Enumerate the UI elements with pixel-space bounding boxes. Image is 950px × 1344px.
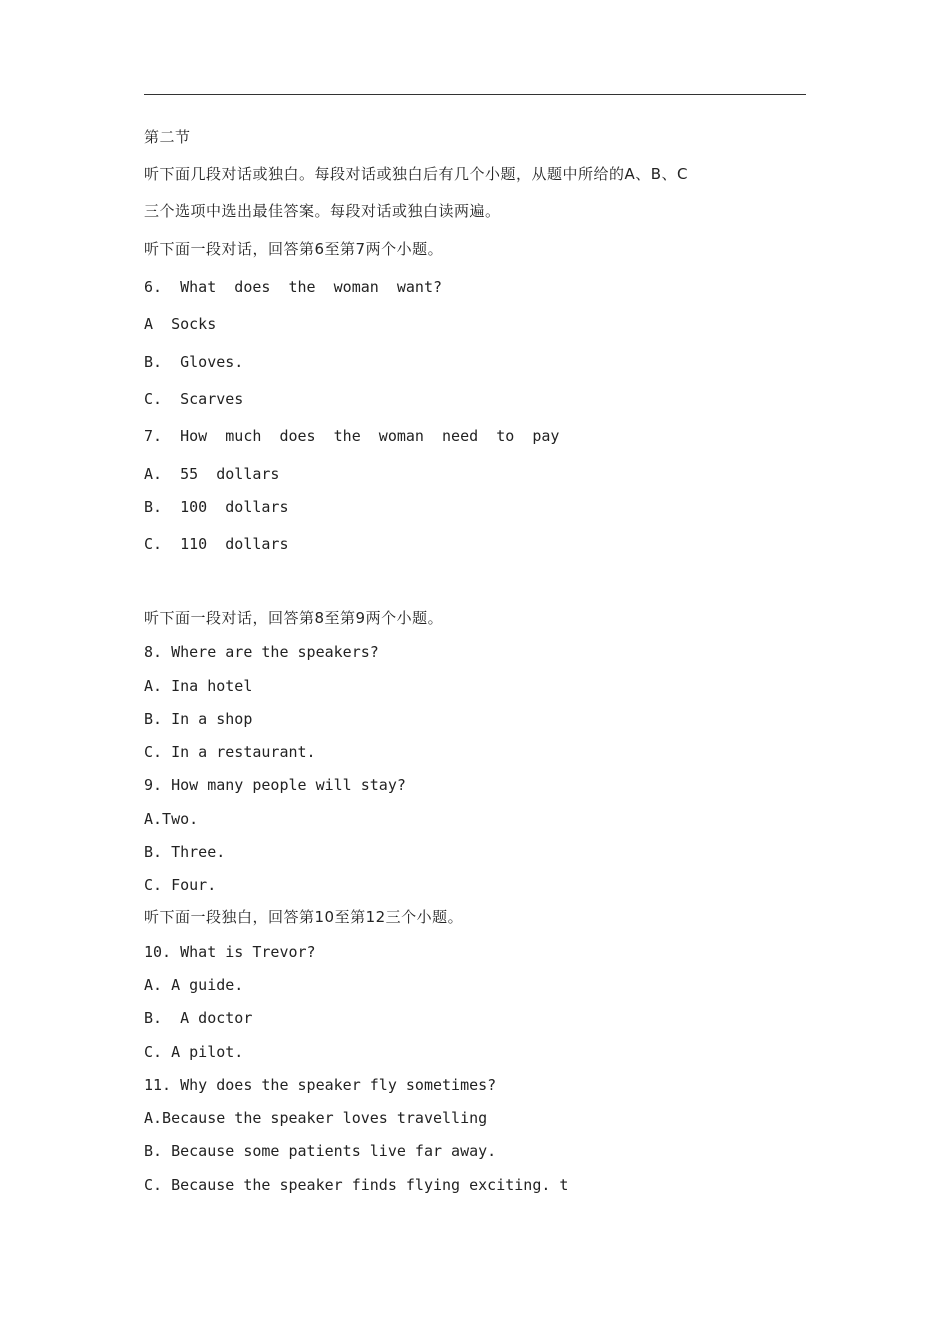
- answer-option: C. Four.: [144, 876, 217, 894]
- answer-option: A. A guide.: [144, 976, 244, 994]
- instructions-line-2: 三个选项中选出最佳答案。每段对话或独白读两遍。: [144, 202, 501, 220]
- group-intro: 听下面一段独白，回答第10至第12三个小题。: [144, 908, 464, 926]
- question-stem: 6. What does the woman want?: [144, 278, 443, 296]
- answer-option: C. Because the speaker finds flying exciting. t: [144, 1176, 569, 1194]
- answer-option: C. A pilot.: [144, 1043, 244, 1061]
- answer-option: A.Two.: [144, 810, 199, 828]
- question-stem: 8. Where are the speakers?: [144, 643, 379, 661]
- answer-option: B. In a shop: [144, 710, 253, 728]
- answer-option: B. A doctor: [144, 1009, 253, 1027]
- question-stem: 10. What is Trevor?: [144, 943, 316, 961]
- answer-option: B. Three.: [144, 843, 226, 861]
- instructions-line-1: 听下面几段对话或独白。每段对话或独白后有几个小题，从题中所给的A、B、C: [144, 165, 689, 183]
- group-intro: 听下面一段对话，回答第6至第7两个小题。: [144, 240, 444, 258]
- answer-option: C. 110 dollars: [144, 535, 289, 553]
- answer-option: A. 55 dollars: [144, 465, 280, 483]
- answer-option: C. Scarves: [144, 390, 244, 408]
- answer-option: C. In a restaurant.: [144, 743, 316, 761]
- answer-option: B. 100 dollars: [144, 498, 289, 516]
- question-stem: 9. How many people will stay?: [144, 776, 406, 794]
- answer-option: A. Ina hotel: [144, 677, 253, 695]
- answer-option: A.Because the speaker loves travelling: [144, 1109, 488, 1127]
- header-rule: [144, 94, 806, 95]
- answer-option: B. Because some patients live far away.: [144, 1142, 497, 1160]
- answer-option: B. Gloves.: [144, 353, 244, 371]
- answer-option: A Socks: [144, 315, 217, 333]
- section-title: 第二节: [144, 128, 191, 146]
- question-stem: 7. How much does the woman need to pay: [144, 427, 560, 445]
- question-stem: 11. Why does the speaker fly sometimes?: [144, 1076, 497, 1094]
- group-intro: 听下面一段对话，回答第8至第9两个小题。: [144, 609, 444, 627]
